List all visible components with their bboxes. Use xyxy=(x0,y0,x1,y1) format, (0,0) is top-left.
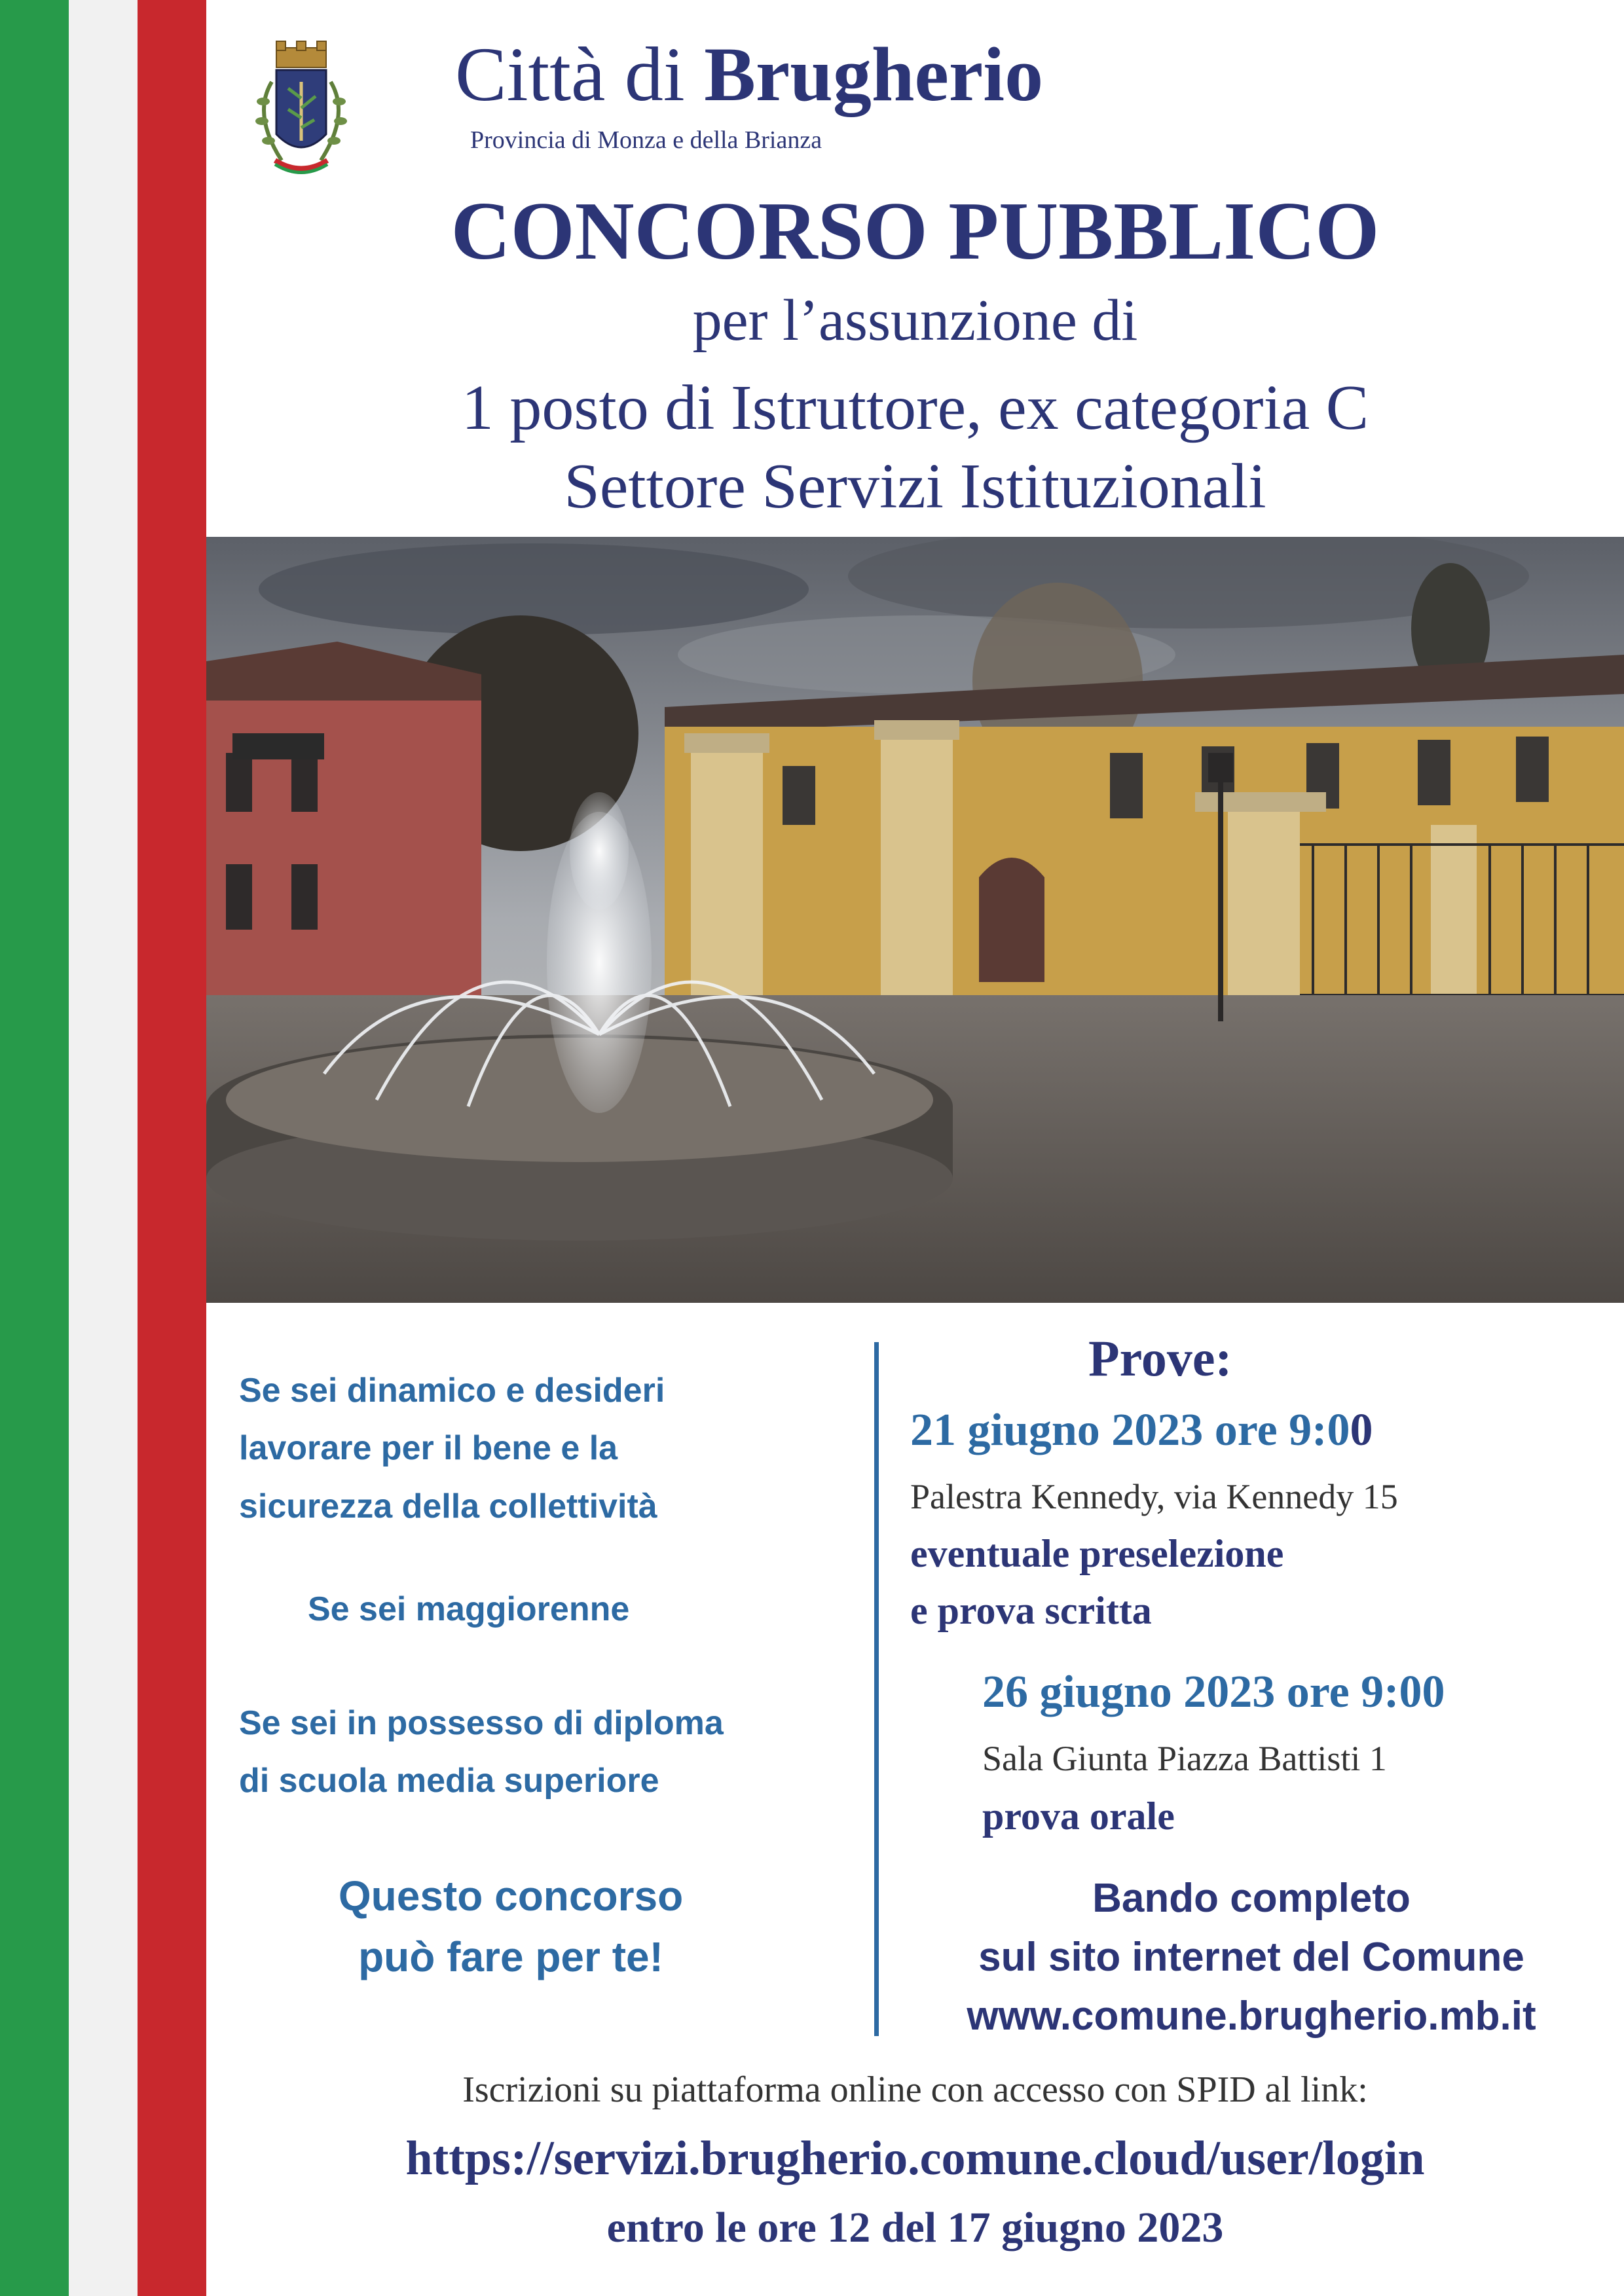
bando-website-link[interactable]: www.comune.brugherio.mb.it xyxy=(967,1993,1536,2039)
test1-date-end: 0 xyxy=(1350,1405,1373,1455)
requirement-diploma-line-1: Se sei in possesso di diploma xyxy=(239,1704,724,1742)
requirement-dynamic-line-3: sicurezza della collettività xyxy=(239,1487,657,1525)
province-label: Provincia di Monza e della Brianza xyxy=(470,126,822,154)
registration-deadline: entro le ore 12 del 17 giugno 2023 xyxy=(606,2204,1224,2251)
column-divider xyxy=(874,1342,879,2036)
requirement-diploma xyxy=(239,1694,724,1810)
test1-description-line-2: e prova scritta xyxy=(910,1589,1152,1632)
requirement-dynamic-line-1: Se sei dinamico e desideri xyxy=(239,1372,665,1410)
test2-date: 26 giugno 2023 ore 9:00 xyxy=(982,1667,1445,1717)
test1-place: Palestra Kennedy, via Kennedy 15 xyxy=(910,1477,1398,1516)
requirement-dynamic-line-2: lavorare per il bene e la xyxy=(239,1429,618,1468)
registration-link[interactable]: https://servizi.brugherio.comune.cloud/user/login xyxy=(405,2132,1425,2185)
bando-info xyxy=(879,1869,1624,2046)
flag-stripe-red xyxy=(138,0,206,2296)
bando-line-2: sul sito internet del Comune xyxy=(978,1934,1524,1980)
city-prefix: Città di xyxy=(455,31,685,117)
call-to-action-line-1: Questo concorso xyxy=(338,1872,684,1920)
subtitle-line-2: 1 posto di Istruttore, ex categoria C xyxy=(461,373,1369,443)
page-title: CONCORSO PUBBLICO xyxy=(451,186,1380,277)
city-coat-of-arms-icon xyxy=(236,36,367,187)
test2-description: prova orale xyxy=(982,1795,1175,1838)
registration-info: Iscrizioni su piattaforma online con accesso con SPID al link: xyxy=(462,2069,1368,2110)
test1-date xyxy=(910,1404,1373,1457)
subtitle-line-1: per l’assunzione di xyxy=(692,288,1138,353)
flag-stripe-white xyxy=(69,0,138,2296)
test1-date-main: 21 giugno 2023 ore 9:0 xyxy=(910,1405,1350,1455)
requirement-diploma-line-2: di scuola media superiore xyxy=(239,1762,659,1800)
test1-description xyxy=(910,1525,1283,1639)
call-to-action-line-2: può fare per te! xyxy=(358,1933,663,1980)
fountain-square-photo xyxy=(206,537,1624,1303)
city-name: Brugherio xyxy=(704,31,1044,117)
requirement-adult: Se sei maggiorenne xyxy=(308,1590,630,1628)
bando-line-1: Bando completo xyxy=(1092,1876,1411,1921)
city-name-heading xyxy=(455,31,1044,117)
test2-place: Sala Giunta Piazza Battisti 1 xyxy=(982,1739,1387,1778)
call-to-action xyxy=(249,1866,773,1988)
test1-description-line-1: eventuale preselezione xyxy=(910,1532,1284,1575)
tests-heading: Prove: xyxy=(1088,1330,1232,1387)
subtitle-line-3: Settore Servizi Istituzionali xyxy=(564,451,1266,522)
flag-stripe-green xyxy=(0,0,69,2296)
requirement-dynamic xyxy=(239,1362,665,1535)
